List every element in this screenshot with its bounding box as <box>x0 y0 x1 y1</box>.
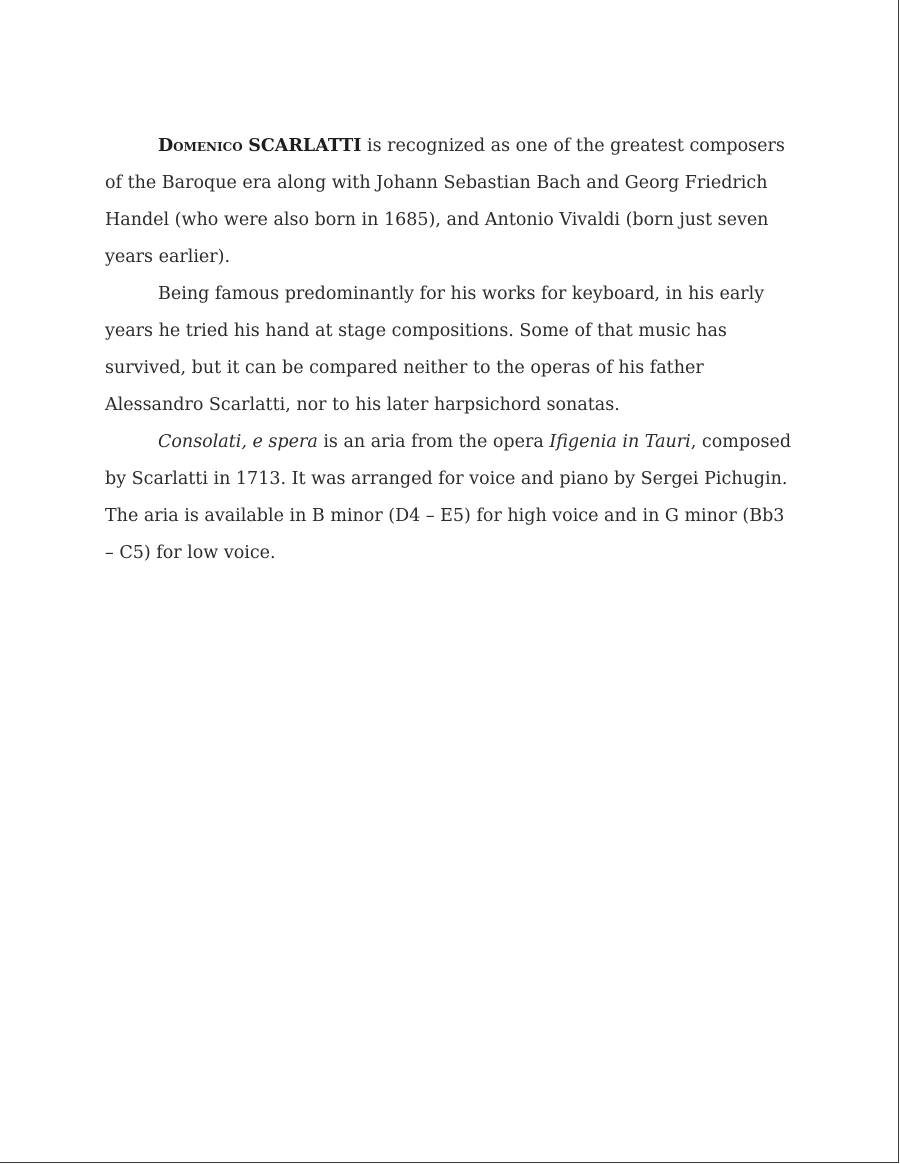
aria-text-a: is an aria from the opera <box>317 432 550 452</box>
composer-last-name: SCARLATTI <box>248 136 362 156</box>
aria-title: Consolati, e spera <box>158 432 318 452</box>
intro-text: is recognized as one of the greatest composers of the Baroque era along with Johann Sebastian Bach and Georg Friedrich Handel (who were also born in 1685), and Antonio Vivaldi (born just seven years earlier). <box>105 136 785 267</box>
aria-text-b: , composed by Scarlatti in 1713. It was arranged for voice and piano by Sergei Pichugin. The aria is available in B minor (D4 – E5) for high voice and in G minor (Bb3 – C5) for low voice. <box>105 432 792 563</box>
paragraph-intro <box>105 128 795 276</box>
opera-title: Ifigenia in Tauri <box>549 432 691 452</box>
description-text <box>105 128 795 572</box>
paragraph-keyboard <box>105 276 795 424</box>
composer-first-name: Domenico <box>158 136 243 156</box>
keyboard-text: Being famous predominantly for his works for keyboard, in his early years he tried his hand at stage compositions. Some of that music has survived, but it can be compared neither to the operas of his father Alessandro Scarlatti, nor to his later harpsichord sonatas. <box>105 284 765 415</box>
paragraph-aria <box>105 424 795 572</box>
